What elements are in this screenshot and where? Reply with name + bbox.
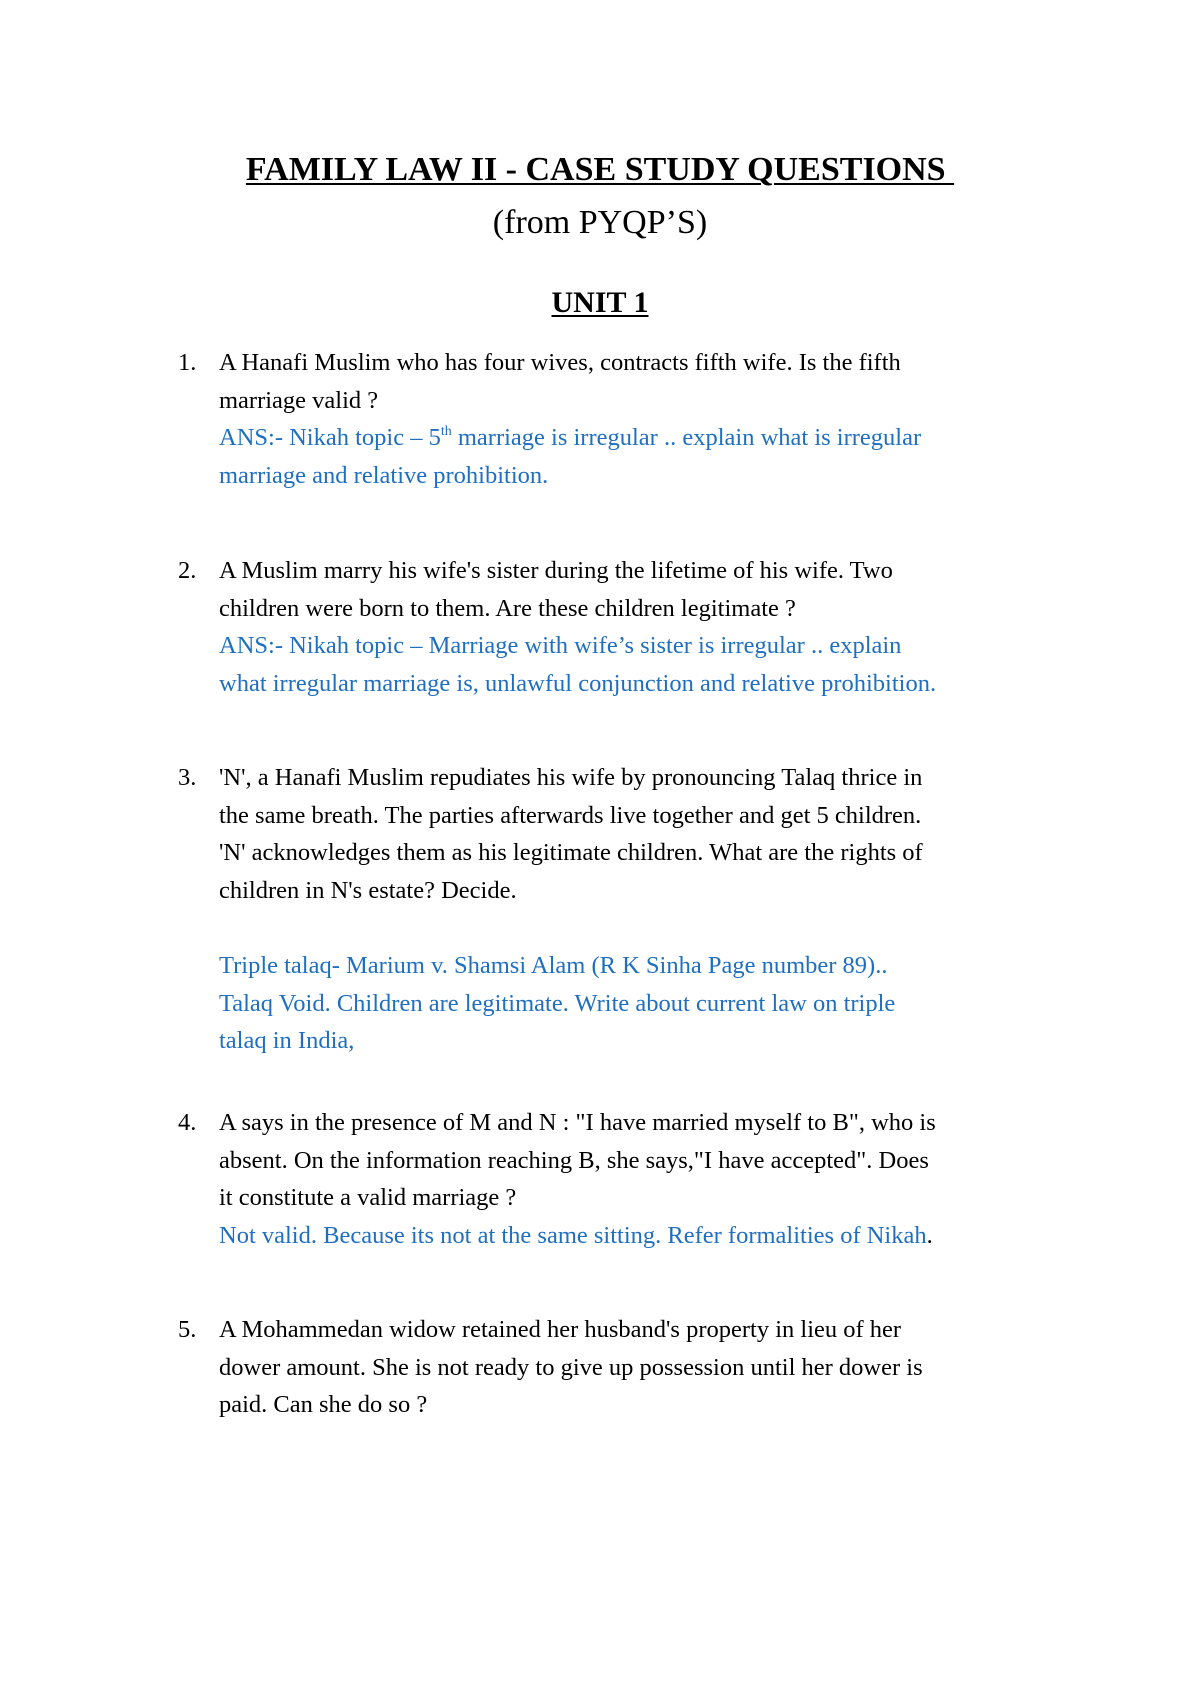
answer-line: ANS:- Nikah topic – Marriage with wife’s sister is irregular .. explain (219, 632, 902, 660)
question-line: A says in the presence of M and N : "I have married myself to B", who is (219, 1109, 936, 1136)
question-number: 4. (178, 1109, 197, 1136)
paragraph-gap (219, 909, 1058, 947)
question-line: 'N' acknowledges them as his legitimate children. What are the rights of (219, 839, 923, 867)
question-line: it constitute a valid marriage ? (219, 1184, 517, 1212)
question-line: absent. On the information reaching B, she says,"I have accepted". Does (219, 1146, 929, 1174)
ordinal-superscript: th (440, 424, 452, 440)
question-item (178, 759, 1058, 1060)
answer-period: . (926, 1221, 933, 1249)
answer-line: marriage and relative prohibition. (219, 461, 549, 489)
answer-line: talaq in India, (219, 1027, 355, 1055)
answer-line: Triple talaq- Marium v. Shamsi Alam (R K Sinha Page number 89).. (219, 951, 888, 979)
question-item (178, 344, 1058, 494)
answer-line: Talaq Void. Children are legitimate. Write about current law on triple (219, 989, 896, 1017)
question-line: A Hanafi Muslim who has four wives, contracts fifth wife. Is the fifth (219, 349, 901, 376)
answer-line (219, 1217, 1058, 1255)
question-line: the same breath. The parties afterwards live together and get 5 children. (219, 801, 922, 829)
answer-line (219, 419, 1058, 457)
question-line: 'N', a Hanafi Muslim repudiates his wife by pronouncing Talaq thrice in (219, 764, 923, 791)
answer-text: Not valid. Because its not at the same sitting. Refer formalities of Nikah (219, 1221, 927, 1249)
unit-heading: UNIT 1 (551, 286, 649, 319)
answer-line: what irregular marriage is, unlawful conjunction and relative prohibition. (219, 669, 937, 697)
question-line: A Mohammedan widow retained her husband's property in lieu of her (219, 1316, 902, 1343)
question-line: dower amount. She is not ready to give up possession until her dower is (219, 1353, 923, 1381)
document-title: FAMILY LAW II - CASE STUDY QUESTIONS (245, 151, 955, 188)
question-number: 1. (178, 349, 197, 376)
answer-text: marriage is irregular .. explain what is irregular (451, 424, 922, 452)
question-number: 5. (178, 1316, 197, 1343)
question-line: children were born to them. Are these children legitimate ? (219, 594, 796, 622)
document-subtitle: (from PYQP’S) (492, 204, 708, 241)
question-number: 3. (178, 764, 197, 791)
question-line: children in N's estate? Decide. (219, 876, 517, 904)
question-item (178, 1311, 1058, 1424)
question-item (178, 1104, 1058, 1254)
question-number: 2. (178, 557, 197, 584)
question-line: A Muslim marry his wife's sister during the lifetime of his wife. Two (219, 557, 893, 584)
answer-text: ANS:- Nikah topic – 5 (219, 424, 441, 452)
question-item (178, 552, 1058, 702)
question-line: marriage valid ? (219, 386, 379, 414)
question-line: paid. Can she do so ? (219, 1391, 428, 1419)
